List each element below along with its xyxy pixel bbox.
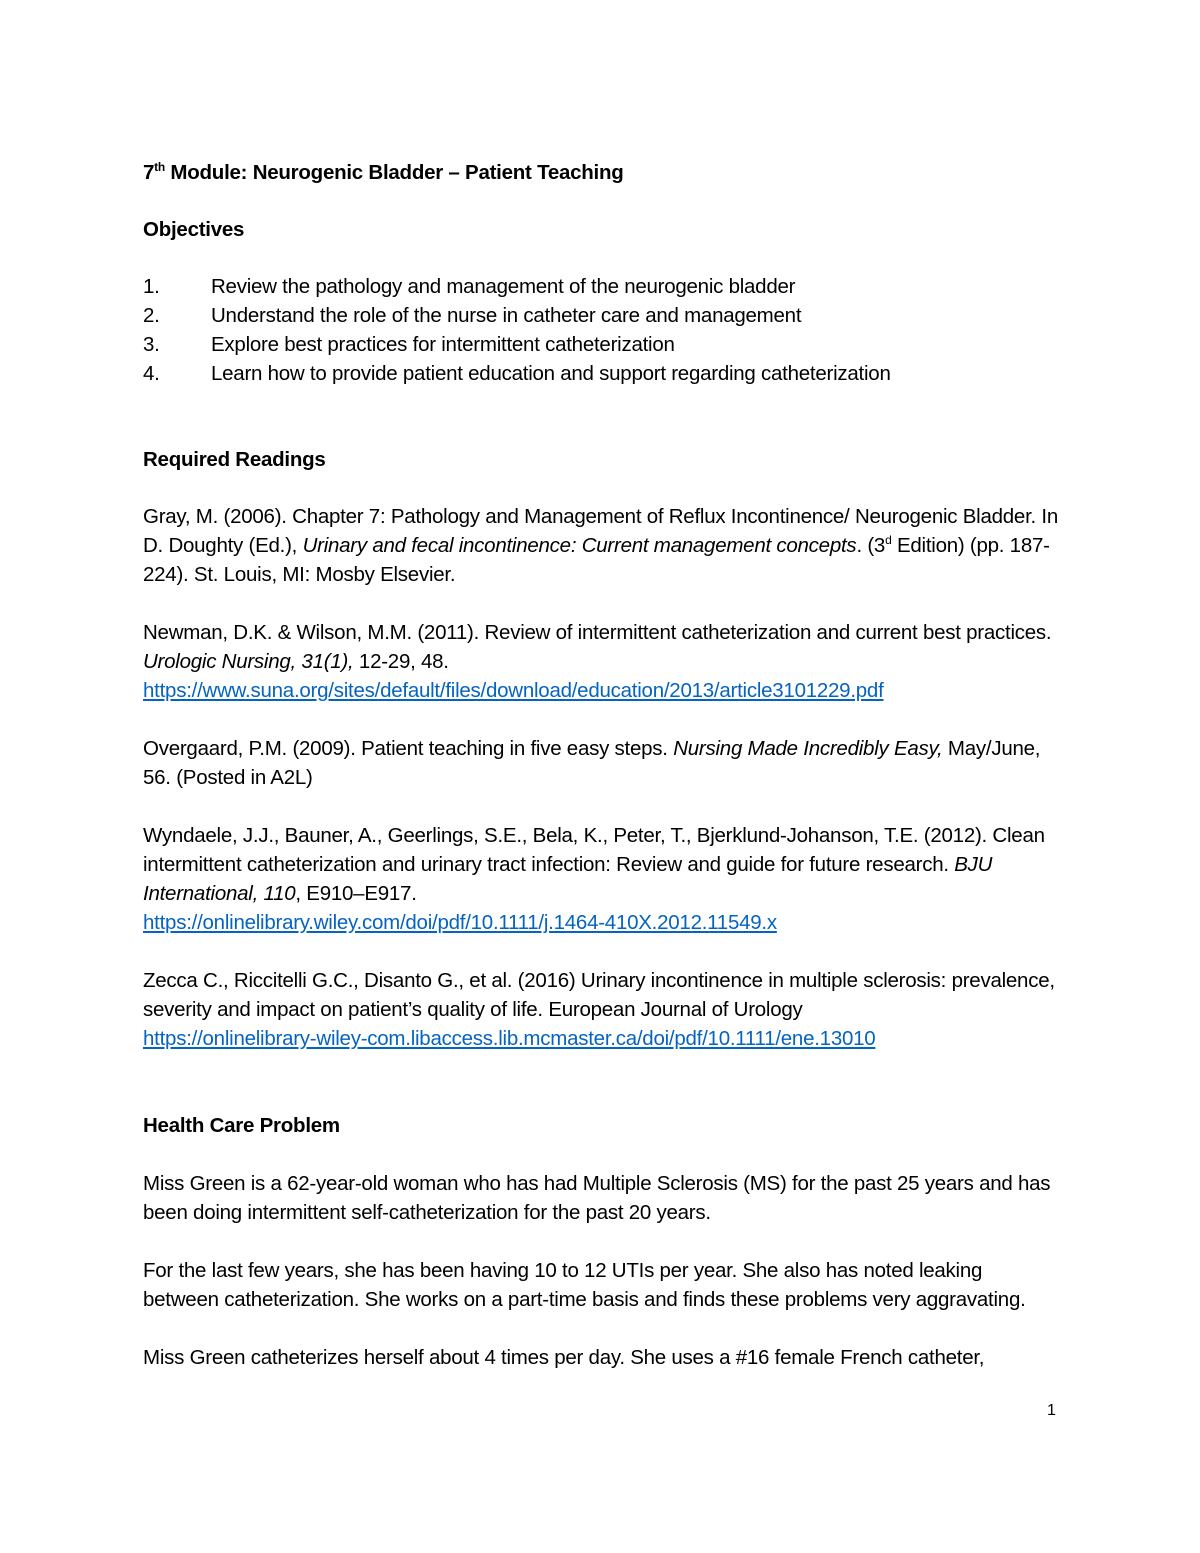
reference-link-mcmaster[interactable]: https://onlinelibrary-wiley-com.libaccess.lib.mcmaster.ca/doi/pdf/10.1111/ene.13010	[143, 1027, 876, 1050]
reference-gray: Gray, M. (2006). Chapter 7: Pathology and Management of Reflux Incontinence/ Neurogenic Bladder. In D. Doughty (Ed.), Urinary and fecal incontinence: Current management concepts. (3$^d$ Edition) (pp. 187-224). St. Louis, MI: Mosby Elsevier.	[143, 505, 1058, 586]
reference-wyndaele: Wyndaele, J.J., Bauner, A., Geerlings, S.E., Bela, K., Peter, T., Bjerklund-Johanson, T.E. (2012). Clean intermittent catheterization and urinary tract infection: Review and guide for future research. BJU International, 110, E910–E917. https://onlinelibrary.wiley.com/doi/pdf/10.1111/j.1464-410X.2012.11549.x	[143, 824, 1045, 934]
title-superscript: th	[154, 160, 165, 175]
list-text: Explore best practices for intermittent catheterization	[211, 333, 675, 356]
list-number: 3.	[143, 333, 160, 356]
reference-overgaard: Overgaard, P.M. (2009). Patient teaching in five easy steps. Nursing Made Incredibly Easy, May/June, 56. (Posted in A2L)	[143, 737, 1041, 789]
page-title: 7th Module: Neurogenic Bladder – Patient Teaching	[143, 160, 624, 184]
list-item	[143, 359, 1063, 388]
health-care-problem-heading: Health Care Problem	[143, 1114, 340, 1137]
reference-zecca: Zecca C., Riccitelli G.C., Disanto G., et al. (2016) Urinary incontinence in multiple sclerosis: prevalence, severity and impact on patient’s quality of life. European Journal of Urology https://onlinelibrary-wiley-com.libaccess.lib.mcmaster.ca/doi/pdf/10.1111/ene.13010	[143, 969, 1055, 1050]
list-item	[143, 330, 1063, 359]
problem-paragraph: For the last few years, she has been having 10 to 12 UTIs per year. She also has noted leaking between catheterization. She works on a part-time basis and finds these problems very aggravating.	[143, 1259, 1026, 1311]
objectives-list	[143, 272, 1063, 388]
list-text: Review the pathology and management of the neurogenic bladder	[211, 275, 796, 298]
reference-link-suna[interactable]: https://www.suna.org/sites/default/files/download/education/2013/article3101229.pdf	[143, 679, 884, 702]
reference-link-wiley[interactable]: https://onlinelibrary.wiley.com/doi/pdf/10.1111/j.1464-410X.2012.11549.x	[143, 911, 777, 934]
required-readings-heading: Required Readings	[143, 448, 326, 471]
list-text: Understand the role of the nurse in catheter care and management	[211, 304, 802, 327]
list-text: Learn how to provide patient education and support regarding catheterization	[211, 362, 891, 385]
problem-paragraph: Miss Green catheterizes herself about 4 times per day. She uses a #16 female French catheter,	[143, 1346, 985, 1369]
list-number: 2.	[143, 304, 160, 327]
list-number: 1.	[143, 275, 160, 298]
problem-paragraph: Miss Green is a 62-year-old woman who has had Multiple Sclerosis (MS) for the past 25 years and has been doing intermittent self-catheterization for the past 20 years.	[143, 1172, 1051, 1224]
page-number: 1	[1047, 1402, 1056, 1419]
list-item	[143, 272, 1063, 301]
objectives-heading: Objectives	[143, 218, 245, 241]
reference-newman: Newman, D.K. & Wilson, M.M. (2011). Review of intermittent catheterization and current best practices. Urologic Nursing, 31(1), 12-29, 48. https://www.suna.org/sites/default/files/download/education/2013/article3101229.pdf	[143, 621, 1052, 702]
list-item	[143, 301, 1063, 330]
document-body	[143, 158, 1063, 1401]
list-number: 4.	[143, 362, 160, 385]
